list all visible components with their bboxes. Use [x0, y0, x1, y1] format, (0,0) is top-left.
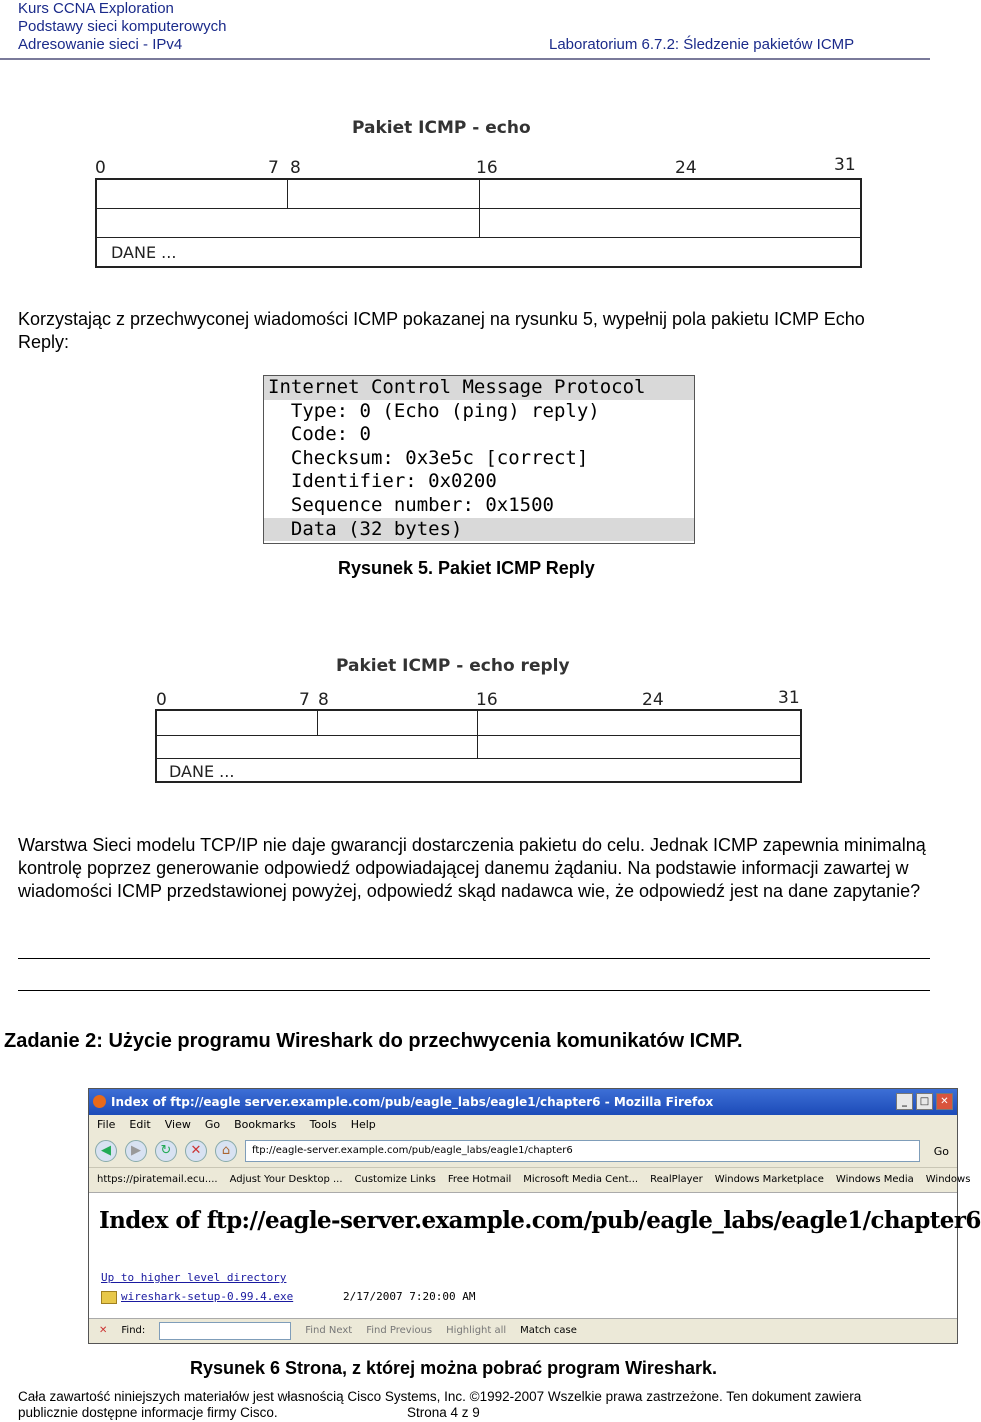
module-title: Podstawy sieci komputerowych: [18, 18, 227, 35]
menu-tools[interactable]: Tools: [309, 1118, 337, 1131]
bookmark-item[interactable]: Customize Links: [354, 1174, 436, 1185]
answer-line[interactable]: [18, 958, 930, 959]
close-icon[interactable]: ✕: [936, 1093, 953, 1110]
close-find-icon[interactable]: ✕: [99, 1325, 108, 1336]
protocol-row: Internet Control Message Protocol: [264, 376, 694, 400]
lab-title: Laboratorium 6.7.2: Śledzenie pakietów ICMP: [549, 36, 855, 53]
bit-label: 0: [156, 690, 167, 710]
question-text: Warstwa Sieci modelu TCP/IP nie daje gwarancji dostarczenia pakietu do celu. Jednak ICMP zapewnia minimalną kontrolę poprzez generowanie odpowiedź odpowiadającej danemu żądaniu. Na podstawie informacji zawartej w wiadomości ICMP przedstawionej powyżej, odpowiedź skąd nadawca wie, że odpowiedź jest na dane zapytanie?: [18, 835, 926, 901]
bookmark-item[interactable]: Microsoft Media Cent...: [523, 1174, 639, 1185]
task2-title: Zadanie 2: Użycie programu Wireshark do przechwycenia komunikatów ICMP.: [4, 1030, 743, 1052]
go-button[interactable]: Go: [933, 1144, 949, 1158]
echo-packet-grid: [95, 178, 862, 268]
menu-go[interactable]: Go: [204, 1118, 221, 1131]
bit-label: 31: [834, 155, 856, 175]
file-icon: [101, 1291, 117, 1304]
bit-label: 16: [476, 158, 498, 178]
highlight-all-button[interactable]: Highlight all: [446, 1325, 507, 1336]
reload-icon[interactable]: ↻: [155, 1140, 177, 1162]
checksum-row: Checksum: 0x3e5c [correct]: [268, 446, 589, 469]
browser-window-title: Index of ftp://eagle server.example.com/pub/eagle_labs/eagle1/chapter6 - Mozilla Firefox: [111, 1095, 714, 1109]
figure6-caption: Rysunek 6 Strona, z której można pobrać program Wireshark.: [190, 1358, 717, 1378]
code-row: Code: 0: [268, 423, 371, 446]
match-case-checkbox[interactable]: Match case: [520, 1325, 577, 1336]
find-previous-button[interactable]: Find Previous: [366, 1325, 433, 1336]
type-row: Type: 0 (Echo (ping) reply): [268, 399, 600, 422]
bookmark-item[interactable]: Free Hotmail: [447, 1174, 512, 1185]
firefox-icon: [93, 1095, 106, 1108]
echo-packet-title: Pakiet ICMP - echo: [352, 118, 531, 138]
footer-note: publicznie dostępne informacje firmy Cisco.: [18, 1405, 278, 1420]
footer-copyright: Cała zawartość niniejszych materiałów jest własnością Cisco Systems, Inc. ©1992-2007 Wszelkie prawa zastrzeżone. Ten dokument zawiera: [18, 1389, 862, 1404]
reply-packet-title: Pakiet ICMP - echo reply: [336, 656, 570, 676]
page-heading: Index of ftp://eagle-server.example.com/pub/eagle_labs/eagle1/chapter6: [99, 1207, 981, 1234]
minimize-icon[interactable]: _: [896, 1093, 913, 1110]
browser-page-content: [89, 1193, 981, 1319]
bit-label: 0: [95, 158, 106, 178]
answer-line[interactable]: [18, 990, 930, 991]
header-divider: [0, 58, 930, 60]
bookmark-item[interactable]: https://piratemail.ecu....: [97, 1174, 218, 1185]
identifier-row: Identifier: 0x0200: [268, 470, 497, 493]
wireshark-icmp-details: [263, 375, 695, 544]
url-bar[interactable]: ftp://eagle-server.example.com/pub/eagle_labs/eagle1/chapter6: [245, 1140, 920, 1162]
bit-label: 16: [476, 690, 498, 710]
file-link[interactable]: wireshark-setup-0.99.4.exe: [121, 1290, 294, 1303]
course-title: Kurs CCNA Exploration: [18, 0, 174, 17]
back-icon[interactable]: ◀: [95, 1140, 117, 1162]
instruction-text: Korzystając z przechwyconej wiadomości ICMP pokazanej na rysunku 5, wypełnij pola pakietu ICMP Echo Reply:: [18, 309, 865, 352]
firefox-screenshot: [88, 1088, 981, 1344]
up-directory-link[interactable]: Up to higher level directory: [101, 1271, 287, 1284]
reply-data-label: DANE ...: [169, 762, 235, 781]
reply-packet-grid: [155, 709, 802, 783]
menu-file[interactable]: File: [97, 1118, 116, 1131]
chapter-title: Adresowanie sieci - IPv4: [18, 36, 183, 53]
bookmark-item[interactable]: Adjust Your Desktop ...: [229, 1174, 343, 1185]
echo-data-label: DANE ...: [111, 243, 177, 262]
bookmark-item[interactable]: RealPlayer: [650, 1174, 703, 1185]
browser-title-bar: [89, 1089, 957, 1115]
browser-menu-bar: [89, 1115, 957, 1135]
sequence-row: Sequence number: 0x1500: [268, 493, 554, 516]
menu-help[interactable]: Help: [350, 1118, 376, 1131]
bit-label: 24: [675, 158, 697, 178]
page-number: Strona 4 z 9: [407, 1405, 480, 1420]
bit-label: 8: [290, 158, 301, 178]
file-date: 2/17/2007 7:20:00 AM: [343, 1290, 476, 1303]
bookmark-item[interactable]: Windows: [925, 1174, 971, 1185]
find-next-button[interactable]: Find Next: [305, 1325, 353, 1336]
menu-view[interactable]: View: [164, 1118, 191, 1131]
menu-bookmarks[interactable]: Bookmarks: [234, 1118, 296, 1131]
bookmark-item[interactable]: Windows Media: [835, 1174, 914, 1185]
browser-navigation-bar: [89, 1135, 957, 1167]
find-input[interactable]: [159, 1322, 291, 1340]
stop-icon[interactable]: ✕: [185, 1140, 207, 1162]
bit-label: 8: [318, 690, 329, 710]
find-label: Find:: [121, 1325, 146, 1336]
data-row: Data (32 bytes): [264, 518, 694, 542]
maximize-icon[interactable]: □: [916, 1093, 933, 1110]
menu-edit[interactable]: Edit: [129, 1118, 151, 1131]
bit-label: 7: [299, 690, 310, 710]
bit-label: 7: [268, 158, 279, 178]
bit-label: 31: [778, 688, 800, 708]
find-bar: [89, 1318, 957, 1343]
bookmark-item[interactable]: Windows Marketplace: [714, 1174, 824, 1185]
bookmarks-toolbar: [89, 1167, 971, 1193]
home-icon[interactable]: ⌂: [215, 1140, 237, 1162]
bit-label: 24: [642, 690, 664, 710]
forward-icon[interactable]: ▶: [125, 1140, 147, 1162]
figure5-caption: Rysunek 5. Pakiet ICMP Reply: [338, 558, 595, 578]
